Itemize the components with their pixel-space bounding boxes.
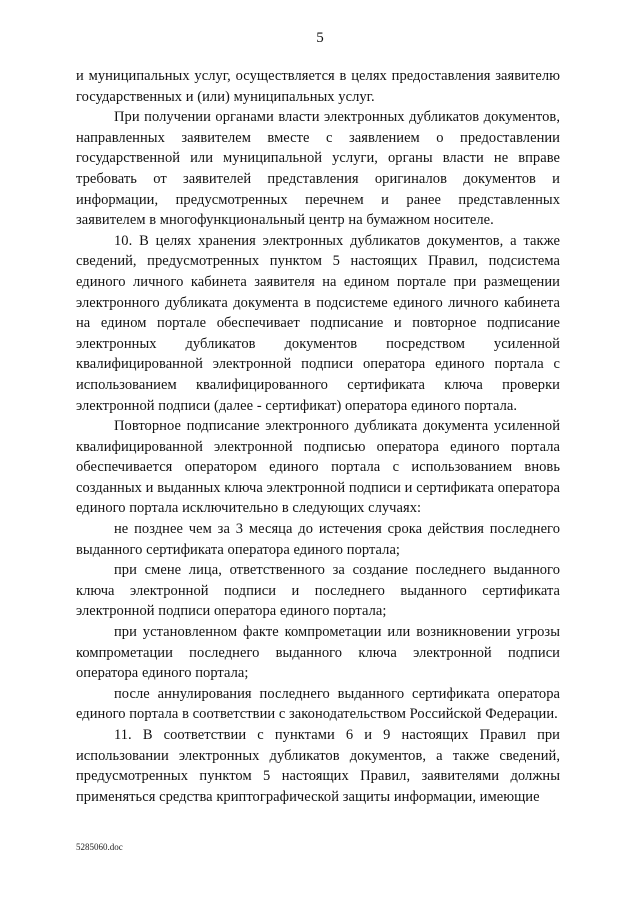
paragraph-item-10: 10. В целях хранения электронных дубликатов документов, а также сведений, предусмотренных пунктом 5 настоящих Правил, подсистема единого личного кабинета заявителя на едином портале при размещении электронного дубликата документа в подсистеме единого личного кабинета на едином портале обеспечивает подписание и повторное подписание электронных дубликатов документов посредством усиленной квалифицированной электронной подписи оператора единого портала с использованием квалифицированного сертификата ключа проверки электронной подписи (далее - сертификат) оператора единого портала. <box>76 232 560 414</box>
paragraph-item-11: 11. В соответствии с пунктами 6 и 9 настоящих Правил при использовании электронных дубликатов документов, а также сведений, предусмотренных пунктом 5 настоящих Правил, заявителями должны применяться средства криптографической защиты информации, имеющие <box>76 727 560 805</box>
paragraph: При получении органами власти электронных дубликатов документов, направленных заявителем вместе с заявлением о предоставлении государственной или муниципальной услуги, органы власти не вправе требовать от заявителей представления оригиналов документов и информации, предусмотренных перечнем и ранее представленных заявителем в многофункциональный центр на бумажном носителе. <box>76 109 560 229</box>
list-item: при смене лица, ответственного за создание последнего выданного ключа электронной подписи и последнего выданного сертификата электронной подписи оператора единого портала; <box>76 562 560 620</box>
paragraph-continuation: и муниципальных услуг, осуществляется в целях предоставления заявителю государственных и (или) муниципальных услуг. <box>76 68 560 105</box>
document-body <box>76 66 560 807</box>
list-item: не позднее чем за 3 месяца до истечения срока действия последнего выданного сертификата оператора единого портала; <box>76 521 560 558</box>
list-item: после аннулирования последнего выданного сертификата оператора единого портала в соответствии с законодательством Российской Федерации. <box>76 685 560 723</box>
paragraph: Повторное подписание электронного дубликата документа усиленной квалифицированной электронной подписью оператора единого портала обеспечивается оператором единого портала с использованием вновь созданных и выданных ключа электронной подписи и сертификата оператора единого портала исключительно в следующих случаях: <box>76 418 560 517</box>
list-item: при установленном факте компрометации или возникновении угрозы компрометации последнего выданного ключа электронной подписи оператора единого портала; <box>76 624 560 682</box>
page-number: 5 <box>316 30 324 46</box>
document-filename: 5285060.doc <box>76 842 123 852</box>
